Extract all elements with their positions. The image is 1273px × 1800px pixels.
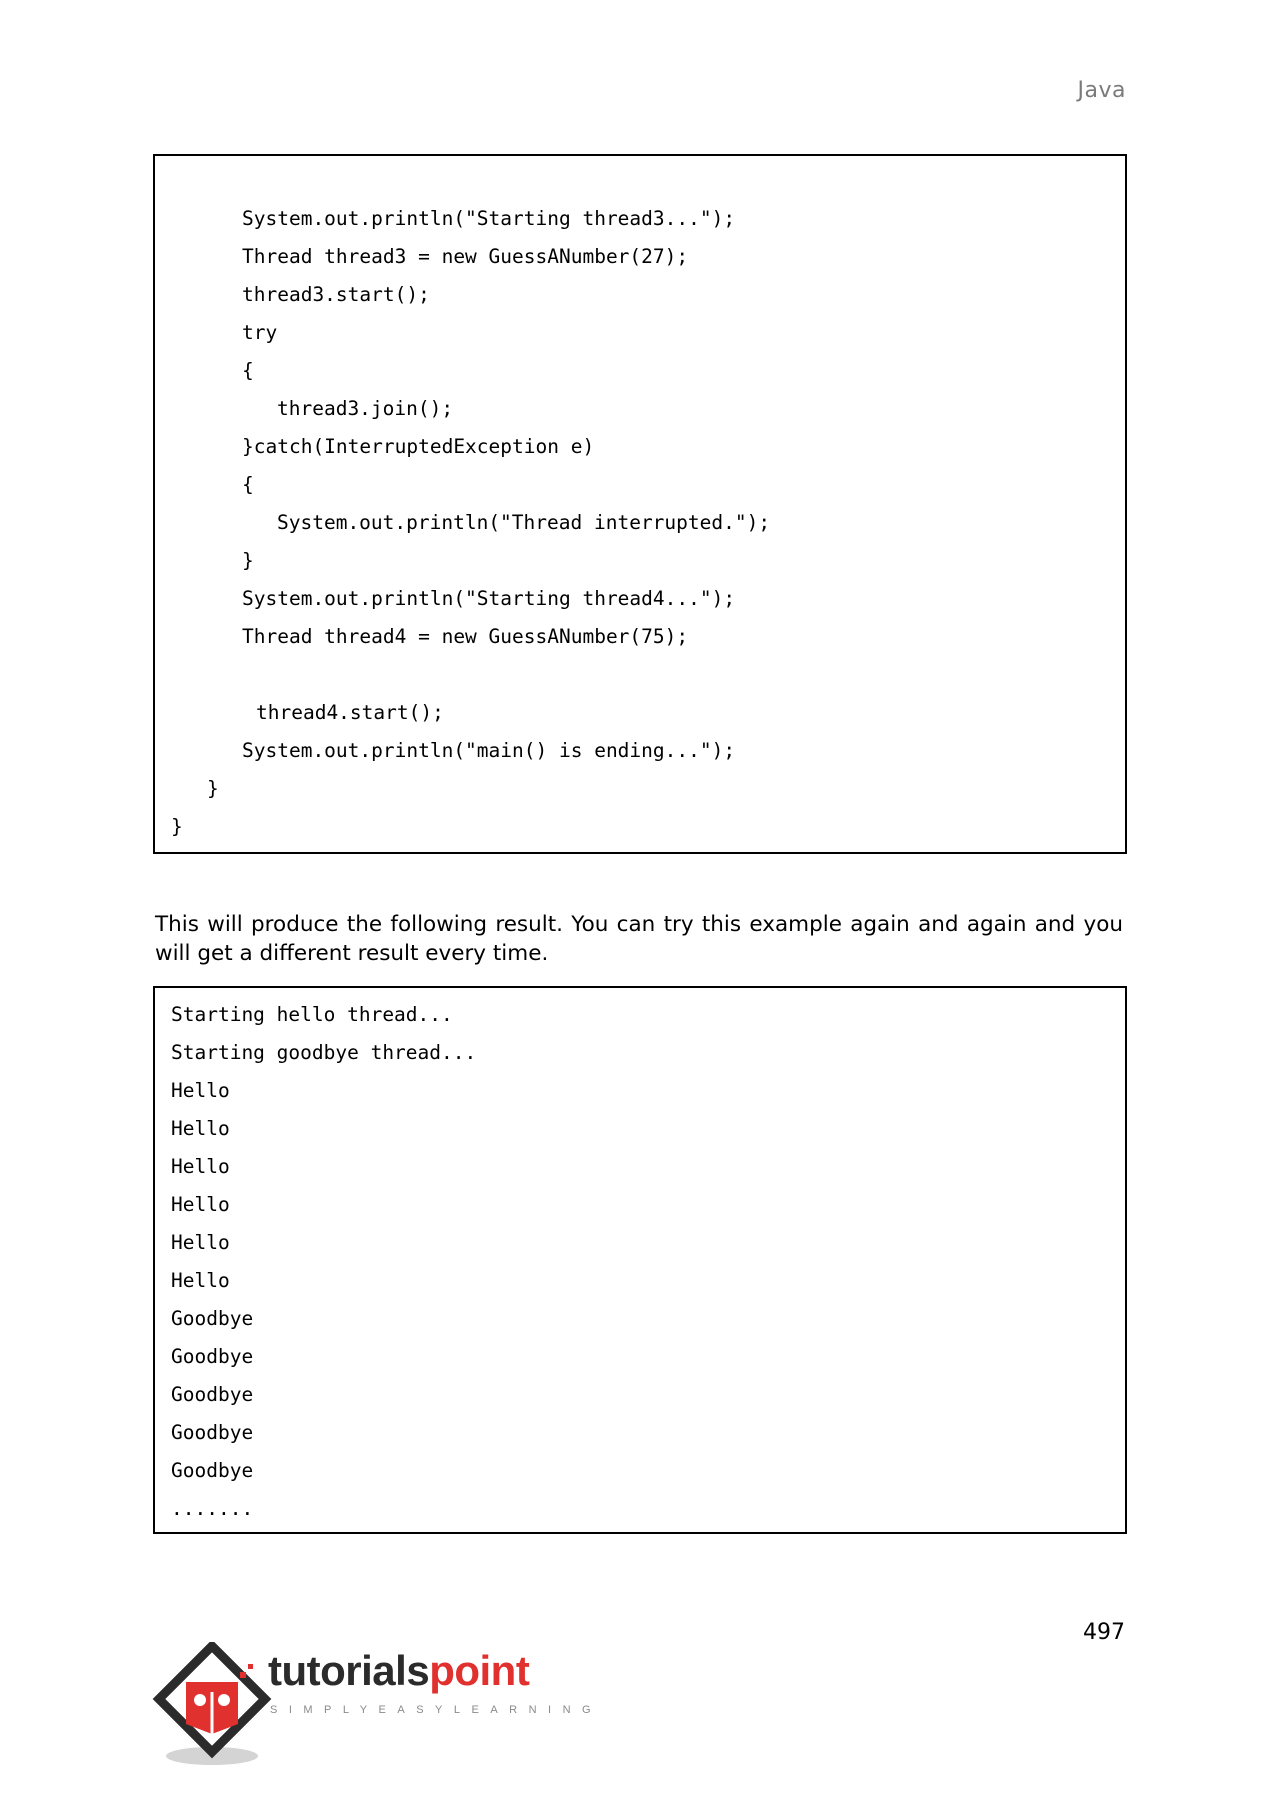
code-line: } — [242, 549, 254, 572]
code-line: thread4.start(); — [256, 701, 444, 724]
output-line: Goodbye — [171, 1421, 254, 1444]
output-line: Hello — [171, 1117, 230, 1140]
output-line: Starting goodbye thread... — [171, 1041, 477, 1064]
output-line: ....... — [171, 1497, 254, 1520]
output-line: Goodbye — [171, 1383, 254, 1406]
output-line: Goodbye — [171, 1345, 254, 1368]
result-paragraph: This will produce the following result. You can try this example again and again and you will get a different result every time. — [155, 912, 1123, 966]
logo-name-part1: tutorials — [268, 1647, 430, 1694]
logo-emblem-icon — [152, 1642, 272, 1772]
code-line: try — [242, 321, 278, 344]
code-line: System.out.println("Thread interrupted."); — [277, 511, 771, 534]
output-line: Hello — [171, 1193, 230, 1216]
code-line: }catch(InterruptedException e) — [242, 435, 595, 458]
page-number: 497 — [1083, 1620, 1125, 1645]
code-line: System.out.println("Starting thread4..."); — [242, 587, 736, 610]
code-line: Thread thread3 = new GuessANumber(27); — [242, 245, 689, 268]
code-line: System.out.println("main() is ending..."); — [242, 739, 736, 762]
tutorialspoint-logo — [152, 1642, 603, 1772]
output-line: Goodbye — [171, 1459, 254, 1482]
output-block — [153, 986, 1127, 1534]
code-block — [153, 154, 1127, 854]
code-line: } — [207, 777, 219, 800]
code-line: { — [242, 473, 254, 496]
logo-name-part2: point — [429, 1647, 530, 1694]
code-line: { — [242, 359, 254, 382]
header-title: Java — [1077, 78, 1126, 103]
code-line: System.out.println("Starting thread3..."); — [242, 207, 736, 230]
code-line: Thread thread4 = new GuessANumber(75); — [242, 625, 689, 648]
code-line: } — [171, 815, 183, 838]
logo-tagline: SIMPLYEASYLEARNING — [270, 1704, 603, 1716]
output-line: Hello — [171, 1079, 230, 1102]
output-line: Starting hello thread... — [171, 1003, 453, 1026]
output-line: Hello — [171, 1155, 230, 1178]
output-line: Hello — [171, 1231, 230, 1254]
code-line: thread3.join(); — [277, 397, 454, 420]
output-line: Goodbye — [171, 1307, 254, 1330]
output-line: Hello — [171, 1269, 230, 1292]
code-line: thread3.start(); — [242, 283, 430, 306]
